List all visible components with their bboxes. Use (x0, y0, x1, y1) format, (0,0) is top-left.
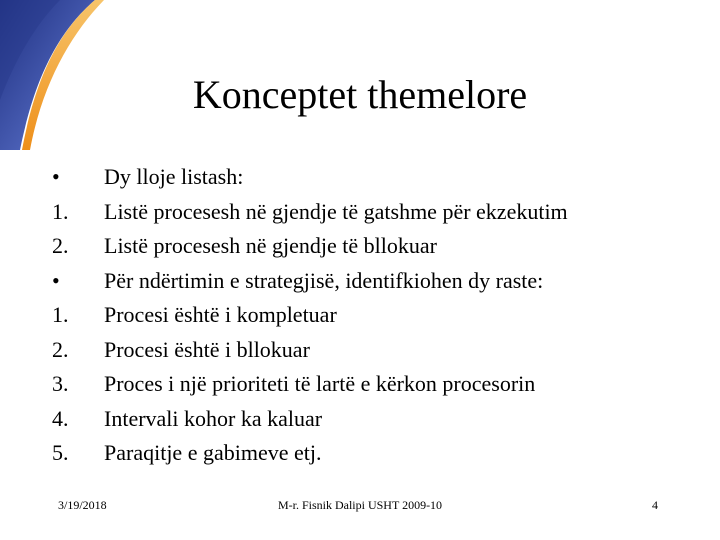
bullet-marker: 2. (52, 336, 69, 362)
bullet-text: Intervali kohor ka kaluar (104, 405, 323, 431)
bullet-text: Proces i një prioriteti të lartë e kërkon procesorin (104, 371, 536, 397)
bullet-item (52, 229, 568, 264)
bullet-marker: 5. (52, 440, 69, 466)
bullet-item (52, 367, 568, 402)
bullet-marker: • (52, 267, 60, 293)
bullet-text: Dy lloje listash: (104, 164, 244, 190)
bullet-marker: 1. (52, 198, 69, 224)
bullet-item (52, 298, 568, 333)
bullet-marker: • (52, 164, 60, 190)
bullet-item (52, 264, 568, 299)
bullet-marker: 3. (52, 371, 69, 397)
bullet-list (52, 160, 568, 471)
page-number: 4 (652, 498, 658, 512)
slide-title: Konceptet themelore (192, 72, 528, 117)
bullet-item (52, 160, 568, 195)
footer-date: 3/19/2018 (58, 498, 107, 512)
bullet-text: Paraqitje e gabimeve etj. (104, 440, 322, 466)
bullet-marker: 1. (52, 302, 69, 328)
bullet-item (52, 195, 568, 230)
bullet-text: Listë procesesh në gjendje të bllokuar (104, 233, 437, 259)
bullet-text: Procesi është i kompletuar (104, 302, 337, 328)
bullet-item (52, 333, 568, 368)
bullet-text: Për ndërtimin e strategjisë, identifkiohen dy raste: (104, 267, 544, 293)
bullet-marker: 4. (52, 405, 69, 431)
bullet-item (52, 402, 568, 437)
bullet-item (52, 436, 568, 471)
footer-author: M-r. Fisnik Dalipi USHT 2009-10 (277, 498, 443, 512)
bullet-marker: 2. (52, 233, 69, 259)
bullet-text: Listë procesesh në gjendje të gatshme për ekzekutim (104, 198, 568, 224)
bullet-text: Procesi është i bllokuar (104, 336, 310, 362)
